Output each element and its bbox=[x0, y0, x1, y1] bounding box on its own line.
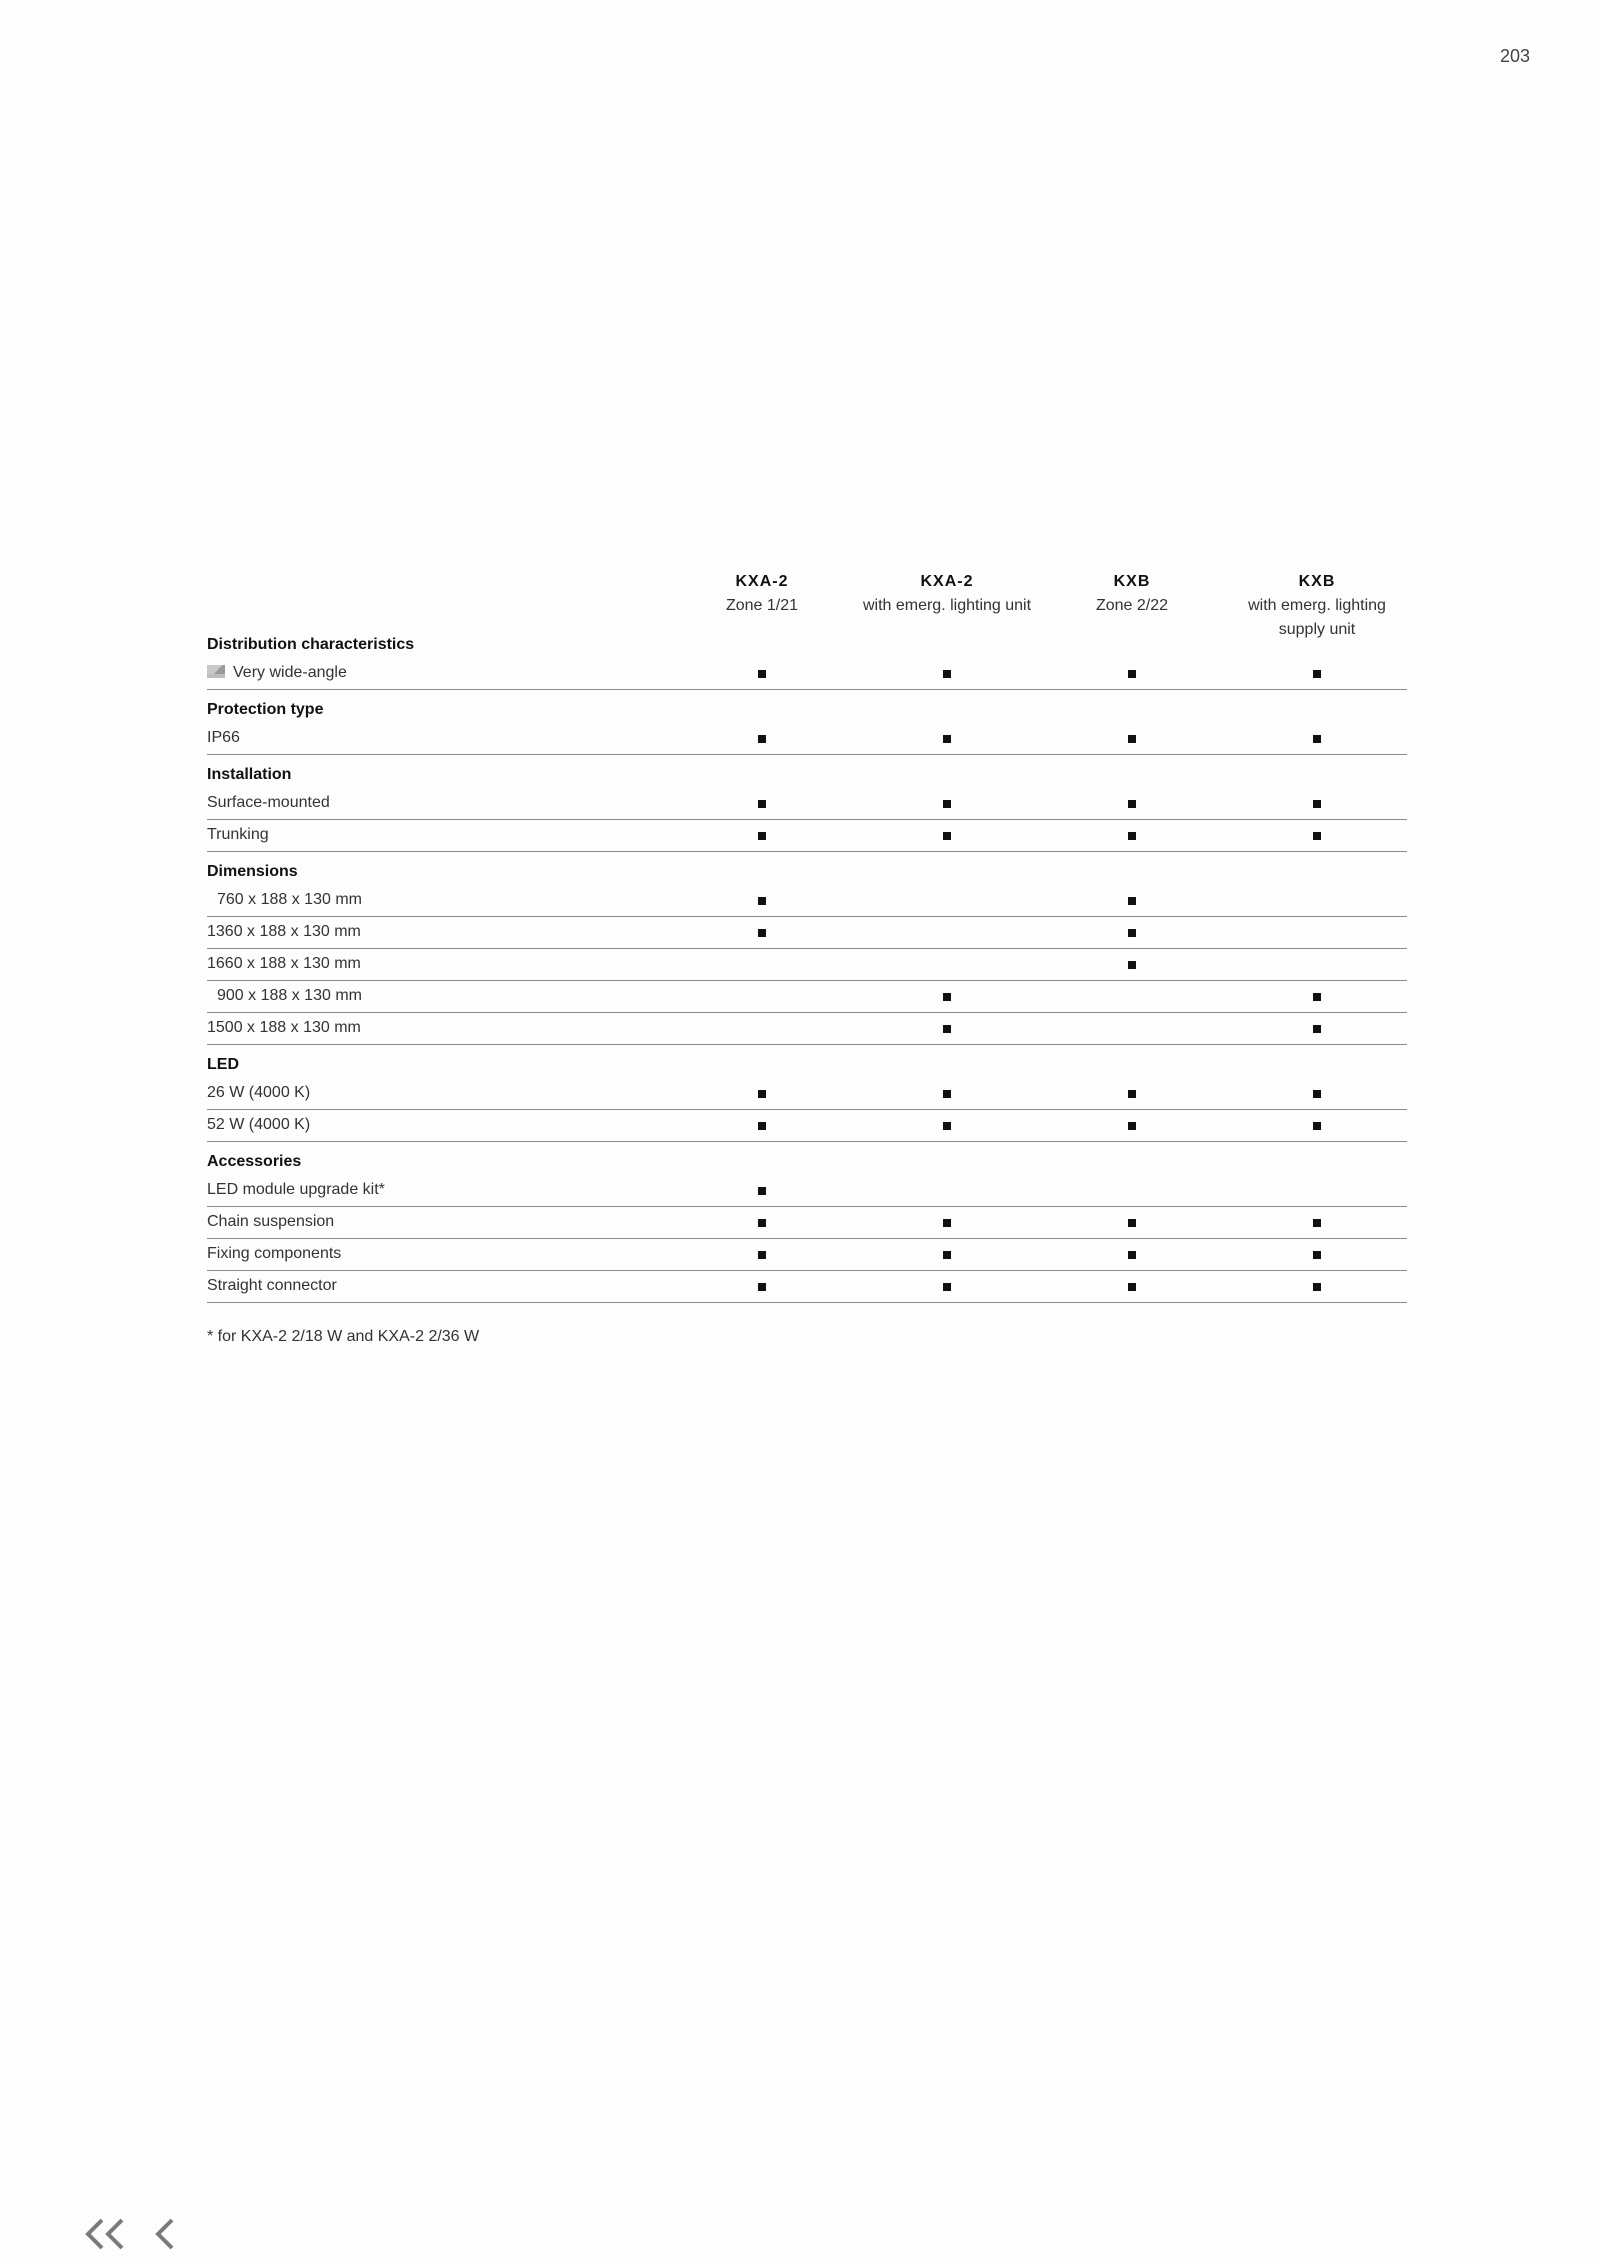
footnote: * for KXA-2 2/18 W and KXA-2 2/36 W bbox=[207, 1328, 480, 1345]
availability-mark bbox=[943, 1219, 951, 1227]
table-row bbox=[207, 1271, 1407, 1303]
availability-mark bbox=[1128, 961, 1136, 969]
availability-mark bbox=[1313, 1219, 1321, 1227]
table-section bbox=[207, 859, 1407, 1045]
row-label bbox=[207, 792, 330, 814]
row-label-text: 1360 x 188 x 130 mm bbox=[207, 923, 361, 940]
availability-mark bbox=[758, 1187, 766, 1195]
table-body bbox=[207, 632, 1407, 1303]
availability-mark bbox=[758, 897, 766, 905]
row-label-text: 1500 x 188 x 130 mm bbox=[207, 1019, 361, 1036]
availability-mark bbox=[943, 670, 951, 678]
row-label-text: Very wide-angle bbox=[233, 664, 347, 681]
table-row bbox=[207, 788, 1407, 820]
availability-mark bbox=[1313, 993, 1321, 1001]
row-label bbox=[207, 1017, 361, 1039]
availability-mark bbox=[1313, 1283, 1321, 1291]
column-model: KXB bbox=[1298, 573, 1336, 590]
row-label-text: 52 W (4000 K) bbox=[207, 1116, 311, 1133]
availability-mark bbox=[1128, 1122, 1136, 1130]
row-label bbox=[207, 1114, 310, 1136]
availability-mark bbox=[1128, 897, 1136, 905]
first-page-button[interactable] bbox=[82, 2214, 128, 2254]
chevron-left-icon bbox=[152, 2214, 178, 2254]
table-section bbox=[207, 632, 1407, 690]
row-label-text: Trunking bbox=[207, 826, 269, 843]
availability-mark bbox=[758, 1219, 766, 1227]
availability-mark bbox=[1128, 832, 1136, 840]
availability-mark bbox=[1313, 832, 1321, 840]
availability-mark bbox=[1128, 1090, 1136, 1098]
very-wide-angle-distribution-icon bbox=[207, 665, 225, 678]
column-subtitle: Zone 1/21 bbox=[725, 597, 799, 614]
availability-mark bbox=[1313, 1122, 1321, 1130]
availability-mark bbox=[1313, 1025, 1321, 1033]
table-section bbox=[207, 1149, 1407, 1303]
availability-mark bbox=[758, 1090, 766, 1098]
row-label bbox=[207, 921, 361, 943]
availability-mark bbox=[758, 1122, 766, 1130]
row-label bbox=[217, 889, 362, 911]
availability-mark bbox=[1313, 800, 1321, 808]
row-label-text: Chain suspension bbox=[207, 1213, 335, 1230]
row-label-text: LED module upgrade kit* bbox=[207, 1181, 385, 1198]
row-label bbox=[207, 1211, 334, 1233]
section-title: LED bbox=[207, 1056, 239, 1073]
row-label-text: 760 x 188 x 130 mm bbox=[217, 891, 362, 908]
availability-mark bbox=[1128, 800, 1136, 808]
availability-mark bbox=[943, 1122, 951, 1130]
section-title: Distribution characteristics bbox=[207, 636, 415, 653]
row-label-text: 1660 x 188 x 130 mm bbox=[207, 955, 361, 972]
availability-mark bbox=[758, 929, 766, 937]
column-header bbox=[1022, 570, 1242, 618]
row-label-text: IP66 bbox=[207, 729, 240, 746]
table-row bbox=[207, 723, 1407, 755]
section-title: Accessories bbox=[207, 1153, 302, 1170]
table-row bbox=[207, 1110, 1407, 1142]
table-row bbox=[207, 981, 1407, 1013]
availability-mark bbox=[1313, 1090, 1321, 1098]
table-row bbox=[207, 885, 1407, 917]
availability-mark bbox=[1313, 1251, 1321, 1259]
row-label bbox=[207, 1243, 341, 1265]
column-model: KXB bbox=[1113, 573, 1151, 590]
availability-mark bbox=[1128, 1251, 1136, 1259]
table-row bbox=[207, 949, 1407, 981]
availability-mark bbox=[943, 1090, 951, 1098]
column-subtitle: Zone 2/22 bbox=[1095, 597, 1169, 614]
column-subtitle: with emerg. lighting supply unit bbox=[1248, 597, 1386, 638]
availability-mark bbox=[1313, 670, 1321, 678]
table-row bbox=[207, 1078, 1407, 1110]
table-header bbox=[207, 570, 1407, 638]
availability-mark bbox=[1128, 1219, 1136, 1227]
row-label bbox=[207, 1179, 385, 1201]
row-label bbox=[217, 985, 362, 1007]
column-subtitle: with emerg. lighting unit bbox=[862, 597, 1032, 614]
row-label-text: Surface-mounted bbox=[207, 794, 330, 811]
availability-mark bbox=[943, 832, 951, 840]
table-row bbox=[207, 820, 1407, 852]
table-row bbox=[207, 658, 1407, 690]
row-label-text: Fixing components bbox=[207, 1245, 342, 1262]
table-row bbox=[207, 1013, 1407, 1045]
row-label-text: 26 W (4000 K) bbox=[207, 1084, 311, 1101]
table-section bbox=[207, 697, 1407, 755]
availability-mark bbox=[1128, 1283, 1136, 1291]
page-number: 203 bbox=[1499, 46, 1530, 66]
availability-mark bbox=[943, 735, 951, 743]
row-label bbox=[207, 662, 347, 684]
row-label bbox=[207, 953, 361, 975]
availability-mark bbox=[1128, 929, 1136, 937]
table-section bbox=[207, 762, 1407, 852]
column-model: KXA-2 bbox=[920, 573, 974, 590]
availability-mark bbox=[1128, 670, 1136, 678]
availability-mark bbox=[758, 800, 766, 808]
double-chevron-left-icon bbox=[82, 2214, 128, 2254]
spec-table bbox=[207, 570, 1407, 1303]
section-title: Protection type bbox=[207, 701, 324, 718]
row-label-text: 900 x 188 x 130 mm bbox=[217, 987, 362, 1004]
availability-mark bbox=[1128, 735, 1136, 743]
availability-mark bbox=[943, 993, 951, 1001]
availability-mark bbox=[943, 1251, 951, 1259]
availability-mark bbox=[758, 670, 766, 678]
availability-mark bbox=[943, 1283, 951, 1291]
row-label-text: Straight connector bbox=[207, 1277, 337, 1294]
section-title: Dimensions bbox=[207, 863, 298, 880]
table-row bbox=[207, 1175, 1407, 1207]
availability-mark bbox=[1313, 735, 1321, 743]
availability-mark bbox=[758, 1283, 766, 1291]
availability-mark bbox=[758, 832, 766, 840]
availability-mark bbox=[758, 735, 766, 743]
row-label bbox=[207, 1275, 337, 1297]
table-row bbox=[207, 917, 1407, 949]
table-section bbox=[207, 1052, 1407, 1142]
table-row bbox=[207, 1239, 1407, 1271]
previous-page-button[interactable] bbox=[152, 2214, 178, 2254]
row-label bbox=[207, 1082, 310, 1104]
row-label bbox=[207, 727, 240, 749]
availability-mark bbox=[758, 1251, 766, 1259]
availability-mark bbox=[943, 1025, 951, 1033]
section-title: Installation bbox=[207, 766, 292, 783]
table-row bbox=[207, 1207, 1407, 1239]
column-model: KXA-2 bbox=[735, 573, 789, 590]
availability-mark bbox=[943, 800, 951, 808]
row-label bbox=[207, 824, 269, 846]
